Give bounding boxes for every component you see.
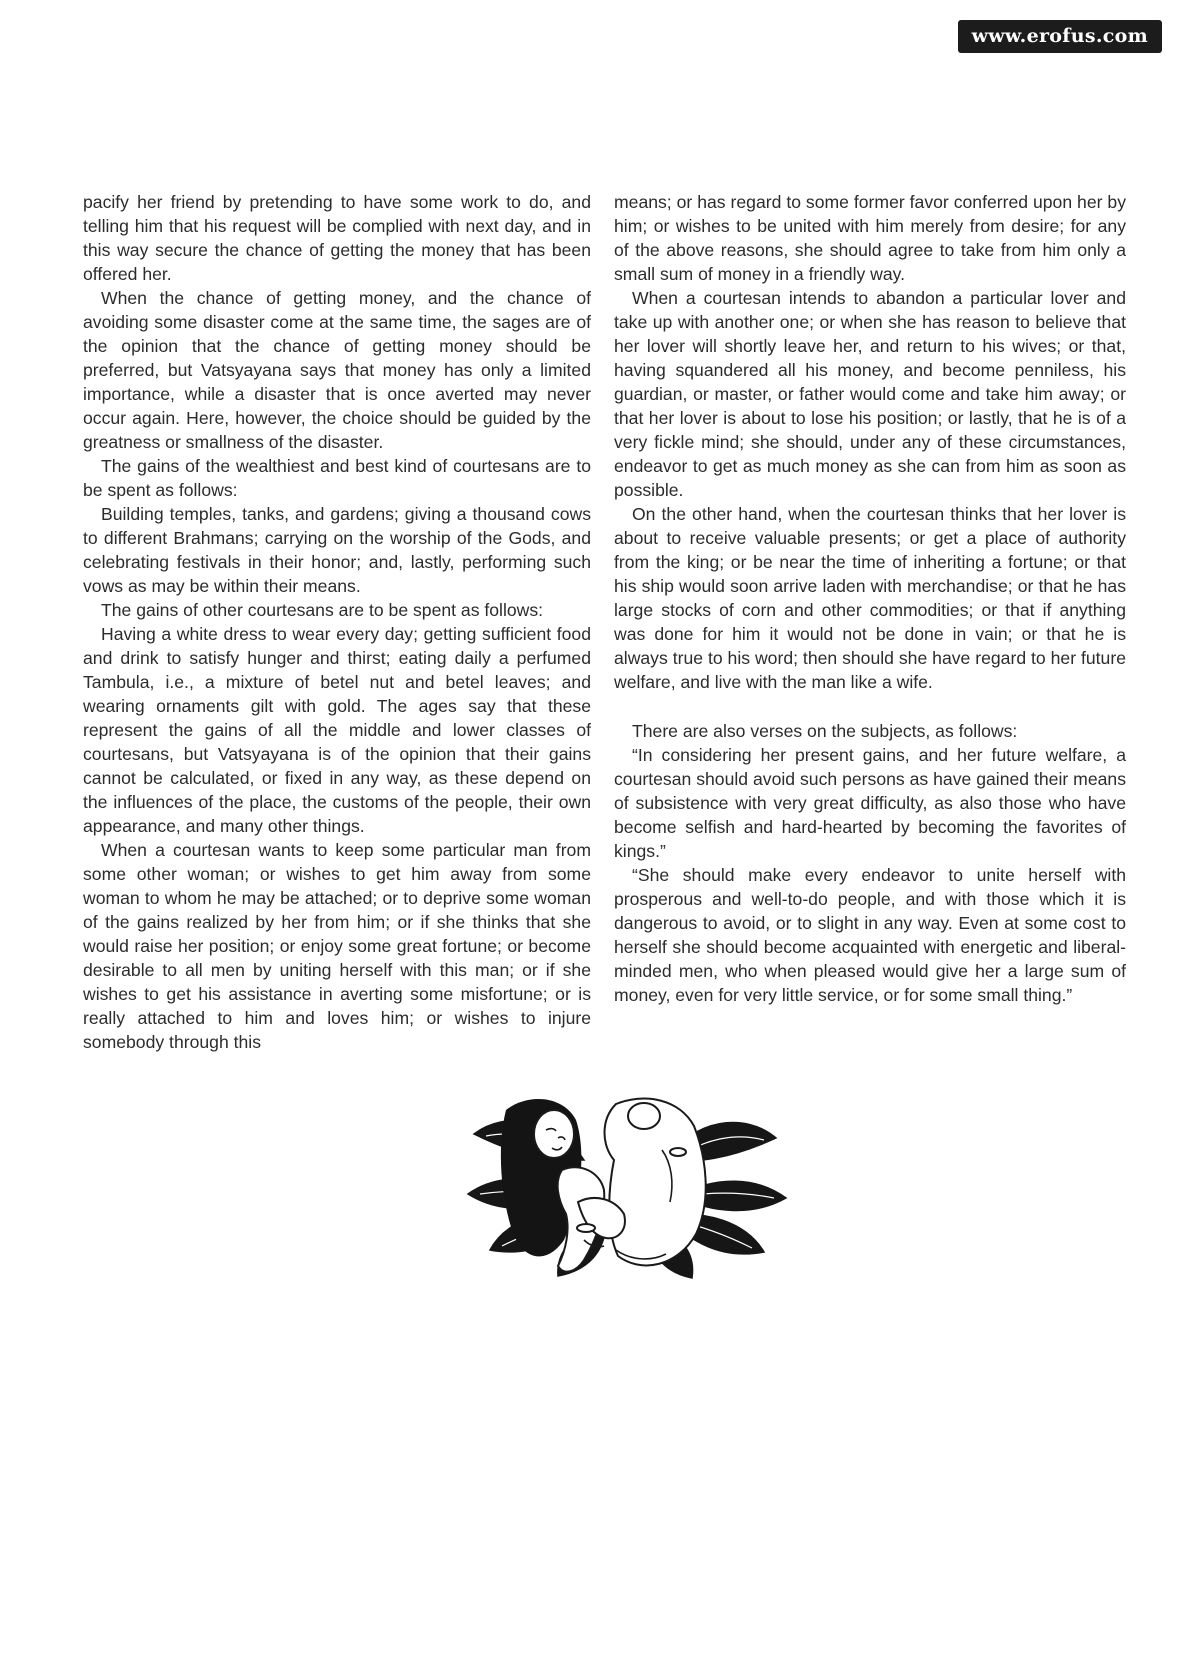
paragraph: pacify her friend by pretending to have some work to do, and telling him that his request will be complied with next day, and in this way secure the chance of getting the money that has been offered her. [83, 192, 591, 284]
paragraph: means; or has regard to some former favor conferred upon her by him; or wishes to be united with him merely from desire; for any of the above reasons, she should agree to take from him only a small sum of money in a friendly way. [614, 192, 1126, 284]
paragraph: When a courtesan wants to keep some particular man from some other woman; or wishes to get him away from some woman to whom he may be attached; or to deprive some woman of the gains realized by her from him; or if she thinks that she would raise her position; or enjoy some great fortune; or become desirable to all men by uniting herself with this man; or if she wishes to get his assistance in averting some misfortune; or is really attached to him and loves him; or wishes to injure somebody through this [83, 840, 591, 1052]
verse-quote: “In considering her present gains, and her future welfare, a courtesan should avoid such persons as have gained their means of subsistence with very great difficulty, as also those who have become selfish and hard-hearted by becoming the favorites of kings.” [614, 745, 1126, 861]
left-text-column [83, 190, 591, 1054]
paragraph: When a courtesan intends to abandon a particular lover and take up with another one; or when she has reason to believe that her lover will shortly leave her, and return to his wives; or that, having squandered all his money, and become penniless, his guardian, or master, or father would come and take him away; or that her lover is about to lose his position; or lastly, that he is of a very fickle mind; she should, under any of these circumstances, endeavor to get as much money as she can from him as soon as possible. [614, 288, 1126, 500]
site-watermark: www.erofus.com [958, 20, 1162, 53]
paragraph: On the other hand, when the courtesan thinks that her lover is about to receive valuable presents; or get a place of authority from the king; or be near the time of inheriting a fortune; or that his ship would soon arrive laden with merchandise; or that he has large stocks of corn and other commodities; or that if anything was done for him it would not be done in vain; or that he is always true to his word; then should she have regard to her future welfare, and live with the man like a wife. [614, 504, 1126, 692]
right-text-column [614, 190, 1126, 1007]
paragraph: The gains of the wealthiest and best kind of courtesans are to be spent as follows: [83, 456, 591, 500]
paragraph: Building temples, tanks, and gardens; giving a thousand cows to different Brahmans; carrying on the worship of the Gods, and celebrating festivals in their honor; and, lastly, performing such vows as may be within their means. [83, 504, 591, 596]
lotus-figures-illustration [466, 1090, 788, 1284]
paragraph: Having a white dress to wear every day; getting sufficient food and drink to satisfy hunger and thirst; eating daily a perfumed Tambula, i.e., a mixture of betel nut and betel leaves; and wearing ornaments gilt with gold. The ages say that these represent the gains of all the middle and lower classes of courtesans, but Vatsyayana is of the opinion that their gains cannot be calculated, or fixed in any way, as these depend on the influences of the place, the customs of the people, their own appearance, and many other things. [83, 624, 591, 836]
verses-intro: There are also verses on the subjects, as follows: [632, 721, 1018, 741]
verse-quote: “She should make every endeavor to unite herself with prosperous and well-to-do people, and with those which it is dangerous to avoid, or to slight in any way. Even at some cost to herself she should become acquainted with energetic and liberal-minded men, who when pleased would give her a large sum of money, even for very little service, or for some small thing.” [614, 865, 1126, 1005]
paragraph: The gains of other courtesans are to be spent as follows: [101, 600, 544, 620]
paragraph: When the chance of getting money, and the chance of avoiding some disaster come at the same time, the sages are of the opinion that the chance of getting money should be preferred, but Vatsyayana says that money has only a limited importance, while a disaster that is once averted may never occur again. Here, however, the choice should be guided by the greatness or smallness of the disaster. [83, 288, 591, 452]
